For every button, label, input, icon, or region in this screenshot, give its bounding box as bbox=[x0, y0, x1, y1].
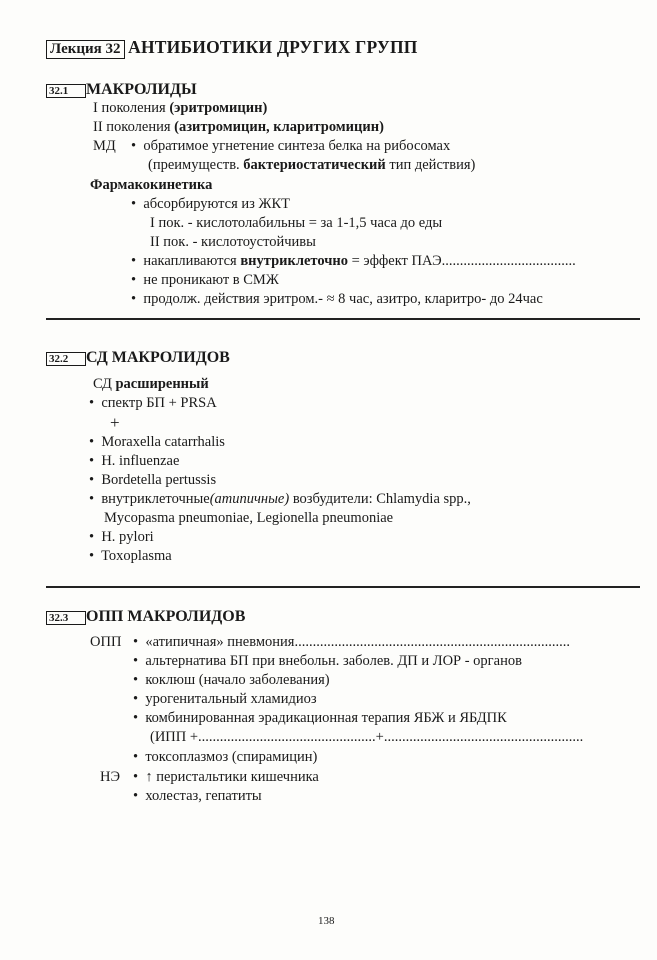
lecture-label: Лекция 32 bbox=[46, 40, 125, 59]
section-number: 32.1 bbox=[46, 84, 86, 98]
md-label: МД bbox=[93, 138, 116, 154]
spectrum-item-2: • Moraxella catarrhalis bbox=[89, 434, 225, 450]
md-bullet-1-cont: (преимуществ. бактериостатический тип действия) bbox=[148, 157, 476, 173]
indication-4: • урогенитальный хламидиоз bbox=[133, 691, 317, 707]
generation-2: II поколения (азитромицин, кларитромицин) bbox=[93, 119, 384, 135]
pk-bullet-2: • накапливаются внутриклеточно = эффект ПАЭ..................................... bbox=[131, 253, 576, 269]
indications-label: ОПП bbox=[90, 634, 122, 650]
section-header-32-3 bbox=[46, 607, 245, 627]
pk-bullet-3: • не проникают в СМЖ bbox=[131, 272, 279, 288]
lecture-title: АНТИБИОТИКИ ДРУГИХ ГРУПП bbox=[128, 37, 418, 57]
pharmacokinetics-title: Фармакокинетика bbox=[90, 177, 213, 193]
spectrum-item-5-cont: Mycopasma pneumoniae, Legionella pneumoniae bbox=[104, 510, 394, 526]
pk-bullet-1a: I пок. - кислотолабильны = за 1-1,5 часа до еды bbox=[150, 215, 443, 231]
adverse-effect-1: • ↑ перистальтики кишечника bbox=[133, 769, 319, 785]
section-number: 32.2 bbox=[46, 352, 86, 366]
generation-1: I поколения (эритромицин) bbox=[93, 100, 268, 116]
adverse-effect-2: • холестаз, гепатиты bbox=[133, 788, 262, 804]
spectrum-heading: СД расширенный bbox=[93, 376, 209, 392]
spectrum-item-5: • внутриклеточные(атипичные) возбудители: Chlamydia spp., bbox=[89, 491, 471, 507]
section-header-32-2 bbox=[46, 348, 230, 368]
section-divider bbox=[46, 318, 640, 320]
spectrum-item-4: • Bordetella pertussis bbox=[89, 472, 217, 488]
spectrum-item-7: • Toxoplasma bbox=[89, 548, 172, 564]
pk-bullet-1: • абсорбируются из ЖКТ bbox=[131, 196, 291, 212]
indication-6: • токсоплазмоз (спирамицин) bbox=[133, 749, 318, 765]
indication-3: • коклюш (начало заболевания) bbox=[133, 672, 330, 688]
spectrum-item-1: • спектр БП + PRSA bbox=[89, 395, 217, 411]
adverse-effects-label: НЭ bbox=[100, 769, 121, 785]
page-number: 138 bbox=[318, 915, 335, 927]
indication-5: • комбинированная эрадикационная терапия ЯБЖ и ЯБДПК bbox=[133, 710, 507, 726]
lecture-header bbox=[46, 38, 418, 59]
spectrum-item-3: • H. influenzae bbox=[89, 453, 180, 469]
pk-bullet-1b: II пок. - кислотоустойчивы bbox=[150, 234, 316, 250]
section-header-32-1 bbox=[46, 80, 197, 100]
md-bullet-1: • обратимое угнетение синтеза белка на рибосомах bbox=[131, 138, 451, 154]
plus-sign: + bbox=[110, 413, 120, 432]
indication-5-cont: (ИПП +.................................................+....................................................... bbox=[150, 729, 584, 745]
indication-2: • альтернатива БП при внебольн. заболев. ДП и ЛОР - органов bbox=[133, 653, 522, 669]
section-title: МАКРОЛИДЫ bbox=[86, 81, 197, 98]
spectrum-item-6: • H. pylori bbox=[89, 529, 154, 545]
section-divider bbox=[46, 586, 640, 588]
indication-1: • «атипичная» пневмония............................................................................ bbox=[133, 634, 570, 650]
section-title: СД МАКРОЛИДОВ bbox=[86, 349, 230, 366]
section-number: 32.3 bbox=[46, 611, 86, 625]
pk-bullet-4: • продолж. действия эритром.- ≈ 8 час, азитро, кларитро- до 24час bbox=[131, 291, 543, 307]
section-title: ОПП МАКРОЛИДОВ bbox=[86, 608, 246, 625]
